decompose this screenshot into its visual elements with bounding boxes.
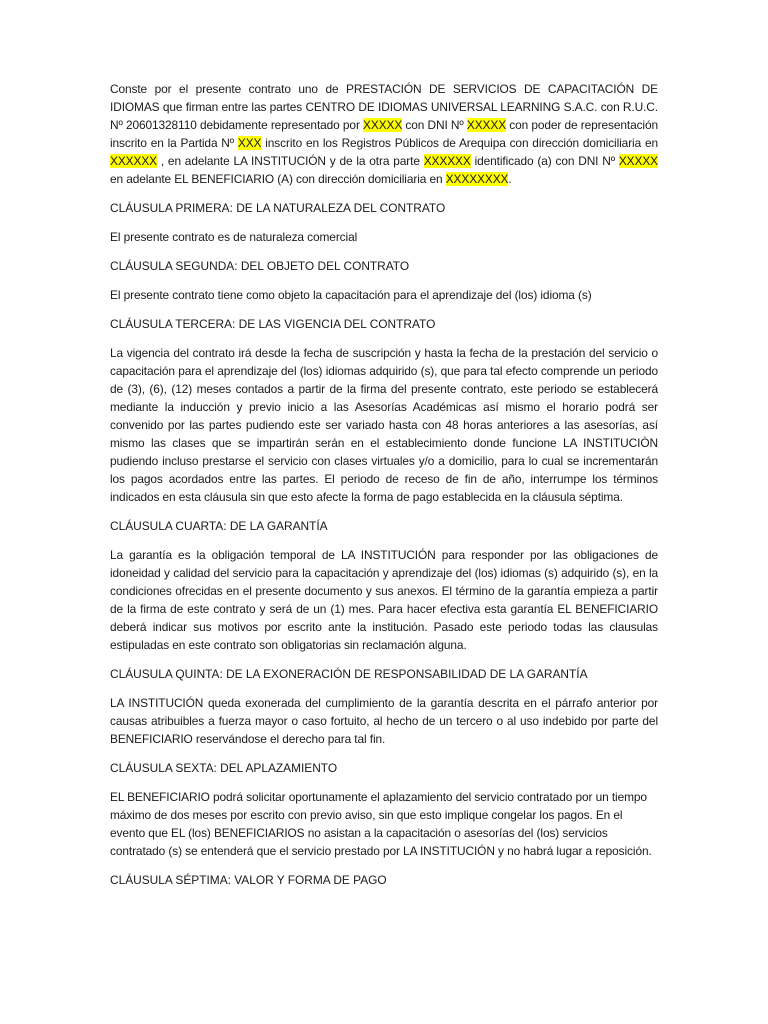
clause-5-body: LA INSTITUCIÓN queda exonerada del cumplimiento de la garantía descrita en el párrafo anterior por causas atribuibles a fuerza mayor o caso fortuito, al hecho de un tercero o al uso indebido por parte del BENEFICIARIO reservándose el derecho para tal fin.: [110, 696, 658, 746]
intro-text-3: con poder de representación inscrito en la Partida Nº: [110, 118, 659, 150]
placeholder-beneficiary-address: XXXXXXXX: [445, 172, 509, 186]
placeholder-institution-address: XXXXXX: [110, 154, 157, 168]
intro-text-8: .: [508, 172, 512, 186]
clause-2-heading: CLÁUSULA SEGUNDA: DEL OBJETO DEL CONTRATO: [110, 259, 410, 273]
clause-4-body: La garantía es la obligación temporal de LA INSTITUCIÓN para responder por las obligaciones de idoneidad y calidad del servicio para la capacitación y aprendizaje del (los) idiomas (s) adquirido (s), en la condiciones ofrecidas en el presente documento y sus anexos. El término de la garantía empieza a partir de la firma de este contrato y será de un (1) mes. Para hacer efectiva esta garantía EL BENEFICIARIO deberá indicar sus motivos por escrito ante la institución. Pasado este periodo todas las clausulas estipuladas en este contrato son obligatorias sin reclamación alguna.: [110, 548, 658, 652]
intro-text-1: Conste por el presente contrato uno de PRESTACIÓN DE SERVICIOS DE CAPACITACIÓN DE IDIOMAS que firman entre las partes CENTRO DE IDIOMAS UNIVERSAL LEARNING S.A.C. con R.U.C. Nº 20601328110 debidamente representado por: [110, 82, 658, 132]
intro-text-2: con DNI Nº: [402, 118, 467, 132]
placeholder-representative-name: XXXXX: [363, 118, 403, 132]
clause-2-body: El presente contrato tiene como objeto la capacitación para el aprendizaje del (los) idioma (s): [110, 288, 592, 302]
clause-4-heading: CLÁUSULA CUARTA: DE LA GARANTÍA: [110, 519, 328, 533]
intro-text-7: en adelante EL BENEFICIARIO (A) con dirección domiciliaria en: [110, 172, 446, 186]
document-page: [110, 80, 658, 900]
clause-1-body: El presente contrato es de naturaleza comercial: [110, 230, 358, 244]
intro-text-5: , en adelante LA INSTITUCIÓN y de la otra parte: [157, 154, 424, 168]
clause-6-heading: CLÁUSULA SEXTA: DEL APLAZAMIENTO: [110, 761, 338, 775]
clause-3-heading: CLÁUSULA TERCERA: DE LAS VIGENCIA DEL CONTRATO: [110, 317, 436, 331]
intro-text-6: identificado (a) con DNI Nº: [470, 154, 619, 168]
clause-1-heading: CLÁUSULA PRIMERA: DE LA NATURALEZA DEL CONTRATO: [110, 201, 446, 215]
clause-5-heading: CLÁUSULA QUINTA: DE LA EXONERACIÓN DE RESPONSABILIDAD DE LA GARANTÍA: [110, 667, 588, 681]
clause-3-body: La vigencia del contrato irá desde la fecha de suscripción y hasta la fecha de la prestación del servicio o capacitación para el aprendizaje del (los) idiomas adquirido (s), que para tal efecto comprende un periodo de (3), (6), (12) meses contados a partir de la firma del presente contrato, este periodo se establecerá mediante la inducción y previo inicio a las Asesorías Académicas así mismo el horario podrá ser convenido por las partes pudiendo este ser variado hasta con 48 horas anteriores a las asesorías, así mismo las clases que se impartirán serán en el establecimiento donde funcione LA INSTITUCIÒN pudiendo incluso prestarse el servicio con clases virtuales y/o a domicilio, para lo cual se incrementarán los pagos acordados entre las partes. El periodo de receso de fin de año, interrumpe los términos indicados en esta cláusula sin que esto afecte la forma de pago establecida en la cláusula séptima.: [110, 346, 658, 504]
intro-paragraph: [110, 80, 658, 188]
placeholder-beneficiary-name: XXXXXX: [423, 154, 471, 168]
placeholder-partida-number: XXX: [237, 136, 262, 150]
clause-6-body: EL BENEFICIARIO podrá solicitar oportunamente el aplazamiento del servicio contratado por un tiempo máximo de dos meses por escrito con previo aviso, sin que esto implique congelar los pagos. En el evento que EL (los) BENEFICIARIOS no asistan a la capacitación o asesorías del (los) servicios contratado (s) se entenderá que el servicio prestado por LA INSTITUCIÓN y no habrá lugar a reposición.: [110, 790, 652, 858]
placeholder-representative-dni: XXXXX: [466, 118, 507, 132]
intro-text-4: inscrito en los Registros Públicos de Arequipa con dirección domiciliaria en: [261, 136, 658, 150]
clause-7-heading: CLÁUSULA SÉPTIMA: VALOR Y FORMA DE PAGO: [110, 873, 387, 887]
placeholder-beneficiary-dni: XXXXX: [618, 154, 658, 168]
